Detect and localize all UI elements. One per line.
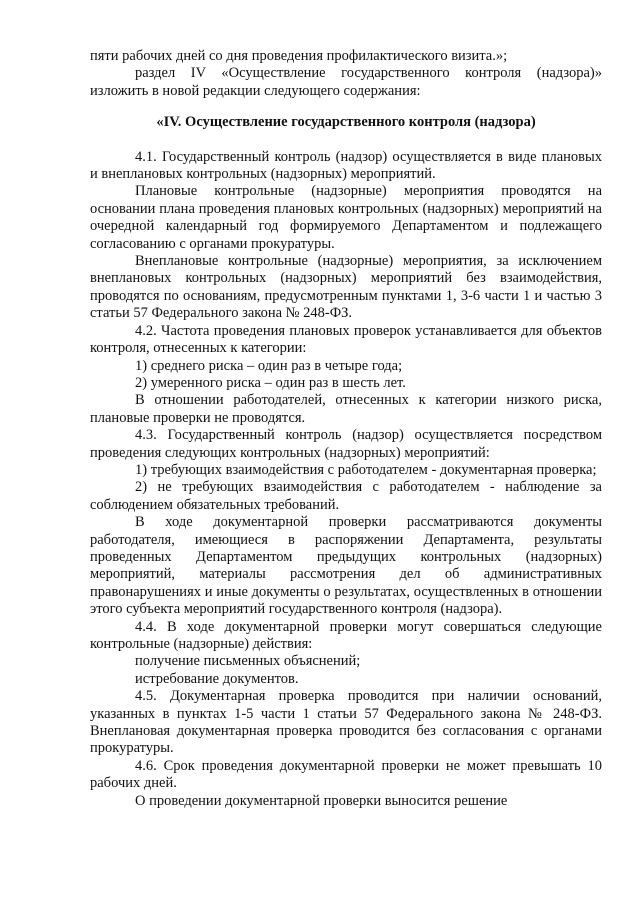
paragraph-4-2: 4.2. Частота проведения плановых проверок устанавливается для объектов контроля, отнесенных к категории:	[90, 322, 602, 357]
text-paragraph: В ходе документарной проверки рассматриваются документы работодателя, имеющиеся в распоряжении Департамента, результаты проведенных Департаментом предыдущих контрольных (надзорных) мероприятий, материалы рассмотрения дел об административных правонарушениях и иные документы о результатах, осуществленных в отношении этого субъекта мероприятий государственного контроля (надзора).	[90, 514, 602, 618]
list-item: 1) требующих взаимодействия с работодателем - документарная проверка;	[135, 461, 597, 478]
paragraph-4-4: 4.4. В ходе документарной проверки могут совершаться следующие контрольные (надзорные) действия:	[90, 618, 602, 652]
list-item: 1) среднего риска – один раз в четыре года;	[135, 357, 403, 374]
document-page	[90, 48, 602, 810]
text-paragraph: Внеплановые контрольные (надзорные) мероприятия, за исключением внеплановых контрольных (надзорных) мероприятий без взаимодействия, проводятся по основаниям, предусмотренным пунктами 1, 3-6 части 1 и частью 3 статьи 57 Федерального закона № 248-ФЗ.	[90, 253, 602, 322]
paragraph-4-3: 4.3. Государственный контроль (надзор) осуществляется посредством проведения следующих контрольных (надзорных) мероприятий:	[90, 427, 602, 461]
text-paragraph: Плановые контрольные (надзорные) мероприятия проводятся на основании плана проведения плановых контрольных (надзорных) мероприятий на очередной календарный год формируемого Департаментом и подлежащего согласованию с органами прокуратуры.	[90, 183, 602, 252]
text-paragraph: раздел IV «Осуществление государственного контроля (надзора)» изложить в новой редакции следующего содержания:	[90, 65, 602, 99]
paragraph-4-6: 4.6. Срок проведения документарной проверки не может превышать 10 рабочих дней.	[90, 757, 602, 792]
text-line: пяти рабочих дней со дня проведения профилактического визита.»;	[90, 48, 508, 64]
paragraph-4-1: 4.1. Государственный контроль (надзор) осуществляется в виде плановых и внеплановых контрольных (надзорных) мероприятий.	[90, 148, 602, 183]
section-heading: «IV. Осуществление государственного контроля (надзора)	[156, 114, 536, 131]
text-paragraph: В отношении работодателей, отнесенных к категории низкого риска, плановые проверки не проводятся.	[90, 392, 602, 426]
list-item: получение письменных объяснений;	[135, 653, 361, 670]
list-item: 2) не требующих взаимодействия с работодателем - наблюдение за соблюдением обязательных требований.	[90, 479, 602, 513]
list-item: 2) умеренного риска – один раз в шесть лет.	[135, 374, 406, 391]
paragraph-4-5: 4.5. Документарная проверка проводится при наличии оснований, указанных в пунктах 1-5 части 1 статьи 57 Федерального закона № 248-ФЗ. Внеплановая документарная проверка проводится без согласования с органами прокуратуры.	[90, 688, 602, 757]
list-item: истребование документов.	[135, 670, 299, 687]
text-paragraph: О проведении документарной проверки выносится решение	[135, 792, 508, 809]
